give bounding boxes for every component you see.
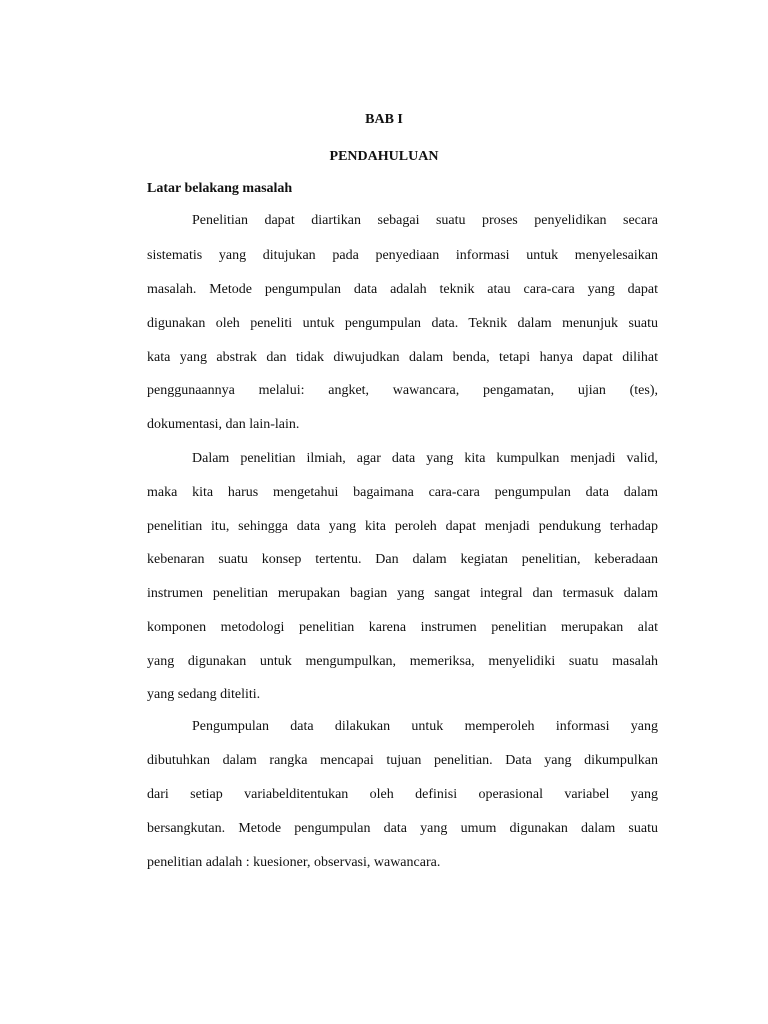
paragraph-1-line-5: kata yang abstrak dan tidak diwujudkan dalam benda, tetapi hanya dapat dilihat [147, 350, 658, 365]
paragraph-2-line-4: kebenaran suatu konsep tertentu. Dan dalam kegiatan penelitian, keberadaan [147, 552, 658, 567]
paragraph-1-line-7: dokumentasi, dan lain-lain. [147, 417, 300, 432]
paragraph-1-line-3: masalah. Metode pengumpulan data adalah teknik atau cara-cara yang dapat [147, 282, 658, 297]
paragraph-1-line-2: sistematis yang ditujukan pada penyediaan informasi untuk menyelesaikan [147, 248, 658, 263]
paragraph-3-line-2: dibutuhkan dalam rangka mencapai tujuan penelitian. Data yang dikumpulkan [147, 753, 658, 768]
paragraph-3-line-3: dari setiap variabelditentukan oleh definisi operasional variabel yang [147, 787, 658, 802]
paragraph-1-line-4: digunakan oleh peneliti untuk pengumpulan data. Teknik dalam menunjuk suatu [147, 316, 658, 331]
chapter-title: PENDAHULUAN [329, 149, 439, 164]
paragraph-2-line-2: maka kita harus mengetahui bagaimana cara-cara pengumpulan data dalam [147, 485, 658, 500]
paragraph-2-line-1: Dalam penelitian ilmiah, agar data yang kita kumpulkan menjadi valid, [192, 451, 658, 466]
paragraph-3-line-1: Pengumpulan data dilakukan untuk memperoleh informasi yang [192, 719, 658, 734]
paragraph-2-line-6: komponen metodologi penelitian karena instrumen penelitian merupakan alat [147, 620, 658, 635]
paragraph-3-line-5: penelitian adalah : kuesioner, observasi, wawancara. [147, 855, 441, 870]
paragraph-1-line-6: penggunaannya melalui: angket, wawancara, pengamatan, ujian (tes), [147, 383, 658, 398]
paragraph-2-line-7: yang digunakan untuk mengumpulkan, memeriksa, menyelidiki suatu masalah [147, 654, 658, 669]
paragraph-2-line-8: yang sedang diteliti. [147, 687, 261, 702]
paragraph-3-line-4: bersangkutan. Metode pengumpulan data yang umum digunakan dalam suatu [147, 821, 658, 836]
paragraph-1-line-1: Penelitian dapat diartikan sebagai suatu proses penyelidikan secara [192, 213, 658, 228]
section-heading: Latar belakang masalah [147, 181, 293, 196]
paragraph-2-line-3: penelitian itu, sehingga data yang kita peroleh dapat menjadi pendukung terhadap [147, 519, 658, 534]
paragraph-2-line-5: instrumen penelitian merupakan bagian yang sangat integral dan termasuk dalam [147, 586, 658, 601]
chapter-number: BAB I [365, 112, 403, 127]
